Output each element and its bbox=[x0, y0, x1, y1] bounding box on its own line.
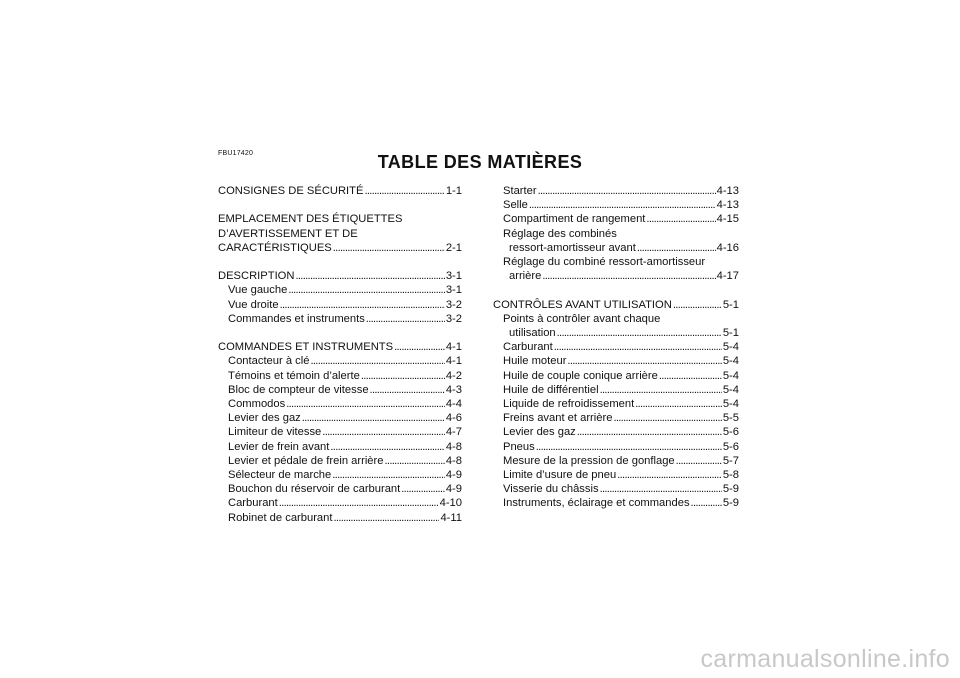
toc-entry[interactable]: Huile de différentiel . . . 5-4 bbox=[493, 383, 739, 397]
toc-entry[interactable]: Huile moteur . . . 5-4 bbox=[493, 354, 739, 368]
toc-entry-reglage1-line1: Réglage des combinés bbox=[503, 227, 617, 240]
toc-entry-consignes[interactable]: CONSIGNES DE SÉCURITÉ . . . 1-1 bbox=[218, 184, 462, 198]
toc-entry-points-line1: Points à contrôler avant chaque bbox=[503, 312, 661, 325]
toc-entry[interactable]: Starter . . . 4-13 bbox=[493, 184, 739, 198]
toc-entry-emplacement-line1: EMPLACEMENT DES ÉTIQUETTES bbox=[218, 213, 403, 226]
toc-entry-commandes[interactable]: COMMANDES ET INSTRUMENTS . . . 4-1 bbox=[218, 340, 462, 354]
toc-entry[interactable]: Vue droite . . . 3-2 bbox=[218, 298, 462, 312]
toc-entry-description[interactable]: DESCRIPTION . . . 3-1 bbox=[218, 269, 462, 283]
toc-entry[interactable]: Carburant . . . 5-4 bbox=[493, 340, 739, 354]
toc-entry[interactable]: Limite d’usure de pneu . . . 5-8 bbox=[493, 468, 739, 482]
toc-entry-reglage1[interactable]: ressort-amortisseur avant . . . 4-16 bbox=[493, 241, 739, 255]
toc-entry[interactable]: Compartiment de rangement . . . 4-15 bbox=[493, 212, 739, 226]
toc-entry-emplacement-line2: D’AVERTISSEMENT ET DE bbox=[218, 227, 358, 240]
toc-entry[interactable]: Levier de frein avant . . . 4-8 bbox=[218, 440, 462, 454]
toc-left-column bbox=[218, 184, 462, 525]
toc-entry[interactable]: Mesure de la pression de gonflage . . . 5-7 bbox=[493, 454, 739, 468]
toc-entry[interactable]: Commandes et instruments . . . 3-2 bbox=[218, 312, 462, 326]
toc-entry[interactable]: Bloc de compteur de vitesse . . . 4-3 bbox=[218, 383, 462, 397]
toc-entry-reglage2[interactable]: arrière . . . 4-17 bbox=[493, 269, 739, 283]
toc-entry-emplacement[interactable]: CARACTÉRISTIQUES . . . 2-1 bbox=[218, 241, 462, 255]
toc-entry[interactable]: Carburant . . . 4-10 bbox=[218, 496, 462, 510]
page-title: TABLE DES MATIÈRES bbox=[377, 152, 583, 172]
toc-entry-points[interactable]: utilisation . . . 5-1 bbox=[493, 326, 739, 340]
toc-entry[interactable]: Témoins et témoin d’alerte . . . 4-2 bbox=[218, 369, 462, 383]
toc-entry[interactable]: Limiteur de vitesse . . . 4-7 bbox=[218, 425, 462, 439]
toc-entry-reglage2-line1: Réglage du combiné ressort-amortisseur bbox=[503, 256, 706, 269]
toc-entry[interactable]: Visserie du châssis . . . 5-9 bbox=[493, 482, 739, 496]
toc-entry[interactable]: Levier des gaz . . . 5-6 bbox=[493, 425, 739, 439]
watermark: carmanualsonline.info bbox=[700, 645, 950, 673]
toc-entry[interactable]: Contacteur à clé . . . 4-1 bbox=[218, 354, 462, 368]
toc-entry[interactable]: Sélecteur de marche . . . 4-9 bbox=[218, 468, 462, 482]
toc-entry[interactable]: Vue gauche . . . 3-1 bbox=[218, 283, 462, 297]
document-code: FBU17420 bbox=[218, 150, 254, 157]
toc-entry[interactable]: Bouchon du réservoir de carburant . . . 4-9 bbox=[218, 482, 462, 496]
toc-entry[interactable]: Levier des gaz . . . 4-6 bbox=[218, 411, 462, 425]
toc-entry[interactable]: Selle . . . 4-13 bbox=[493, 198, 739, 212]
toc-entry[interactable]: Huile de couple conique arrière . . . 5-4 bbox=[493, 369, 739, 383]
toc-entry[interactable]: Instruments, éclairage et commandes . . . 5-9 bbox=[493, 496, 739, 510]
toc-entry[interactable]: Levier et pédale de frein arrière . . . 4-8 bbox=[218, 454, 462, 468]
toc-entry[interactable]: Liquide de refroidissement . . . 5-4 bbox=[493, 397, 739, 411]
toc-entry[interactable]: Pneus . . . 5-6 bbox=[493, 440, 739, 454]
toc-right-column bbox=[493, 184, 739, 511]
toc-entry[interactable]: Robinet de carburant . . . 4-11 bbox=[218, 511, 462, 525]
toc-entry[interactable]: Freins avant et arrière . . . 5-5 bbox=[493, 411, 739, 425]
toc-entry[interactable]: Commodos . . . 4-4 bbox=[218, 397, 462, 411]
toc-entry-controles[interactable]: CONTRÔLES AVANT UTILISATION . . . 5-1 bbox=[493, 298, 739, 312]
